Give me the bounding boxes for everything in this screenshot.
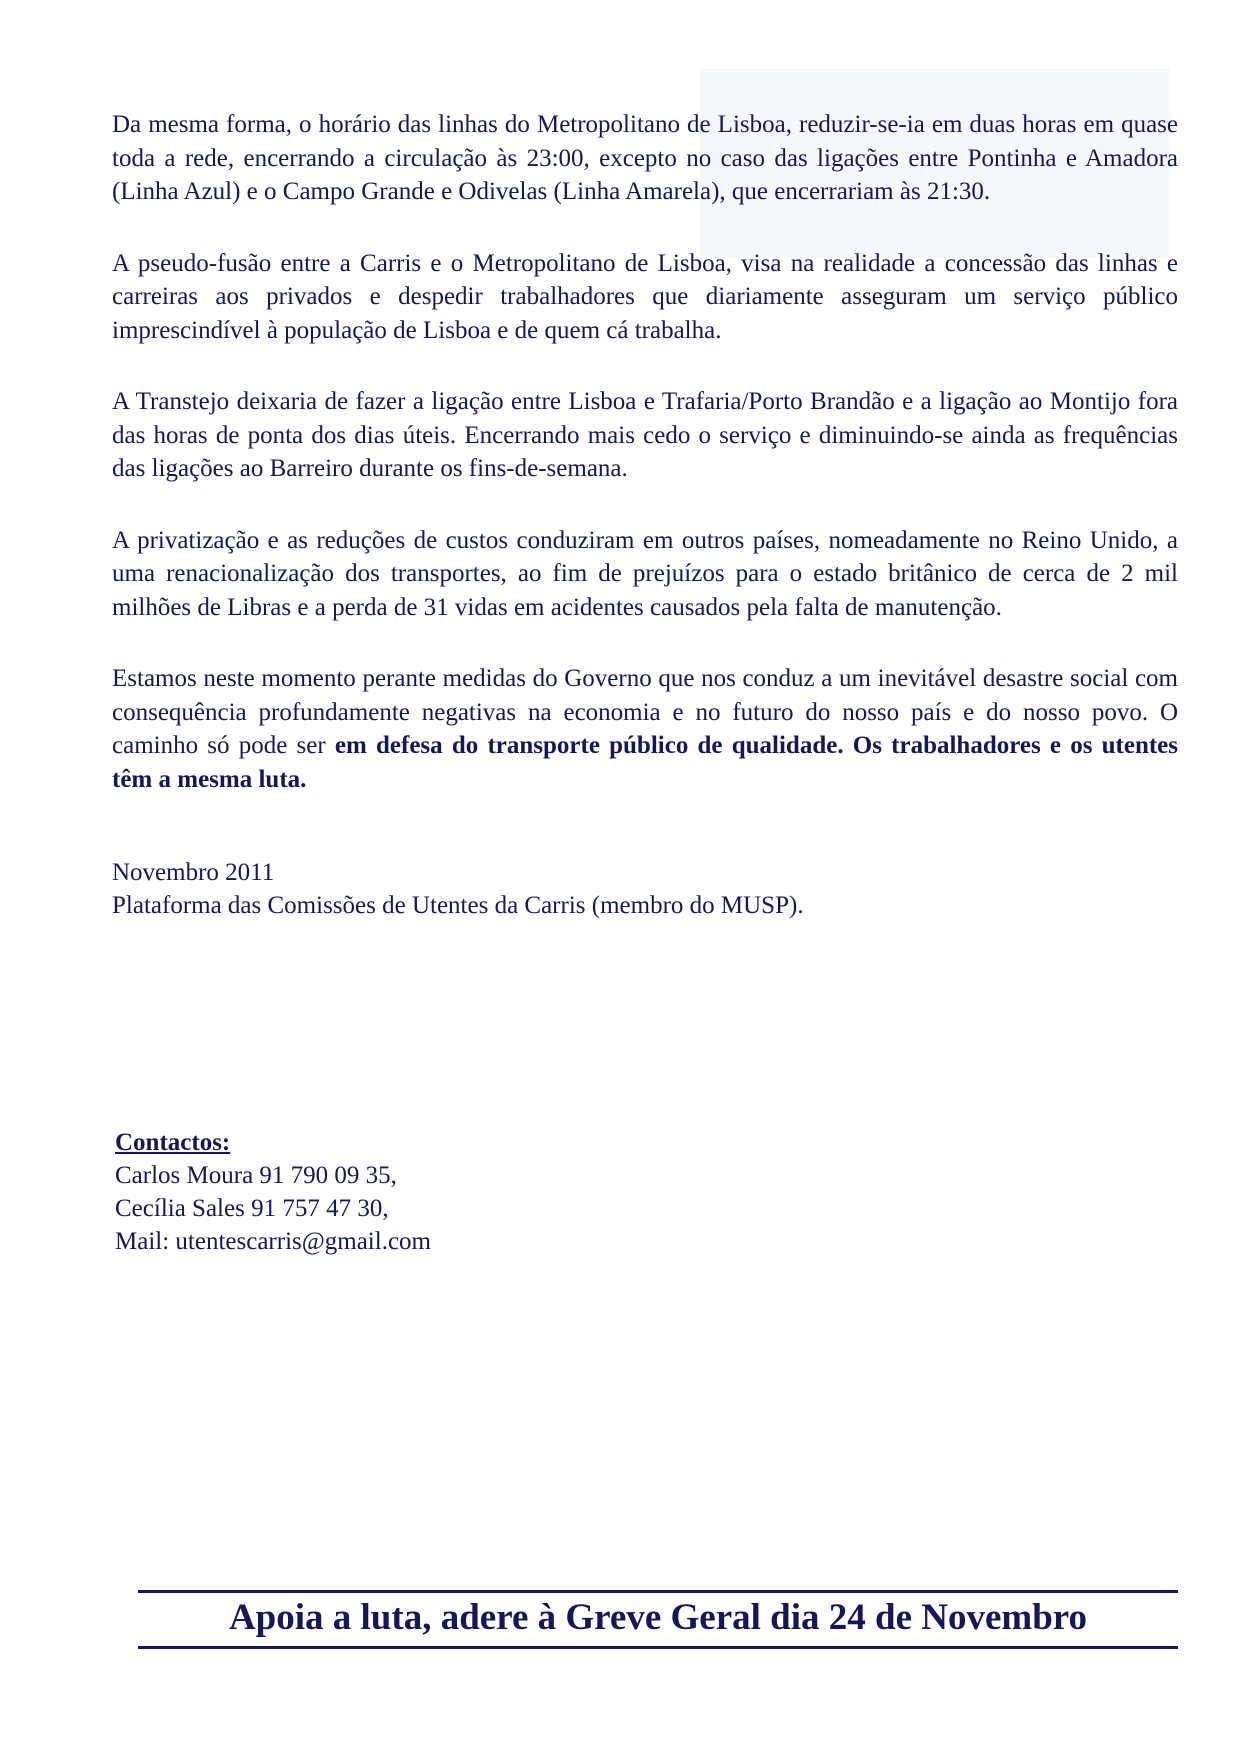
paragraph-transtejo: A Transtejo deixaria de fazer a ligação entre Lisboa e Trafaria/Porto Brandão e a ligação ao Montijo fora das horas de ponta dos dias úteis. Encerrando mais cedo o serviço e diminuindo-se ainda as frequências das ligações ao Barreiro durante os fins-de-semana. — [112, 388, 1178, 482]
signature-block — [112, 856, 1178, 922]
paragraph-pseudo-fusion: A pseudo-fusão entre a Carris e o Metropolitano de Lisboa, visa na realidade a concessão das linhas e carreiras aos privados e despedir trabalhadores que diariamente asseguram um serviço público imprescindível à população de Lisboa e de quem cá trabalha. — [112, 249, 1178, 344]
document-body — [112, 108, 1178, 922]
paragraph-conclusion — [112, 662, 1178, 796]
contact-line: Carlos Moura 91 790 09 35, — [115, 1162, 397, 1189]
contact-line: Cecília Sales 91 757 47 30, — [115, 1195, 389, 1222]
paragraph-metro-schedule: Da mesma forma, o horário das linhas do Metropolitano de Lisboa, reduzir-se-ia em duas horas em quase toda a rede, encerrando a circulação às 23:00, excepto no caso das ligações entre Pontinha e Amadora (Linha Azul) e o Campo Grande e Odivelas (Linha Amarela), que encerrariam às 21:30. — [112, 111, 1178, 205]
banner-top-rule — [138, 1590, 1178, 1593]
contacts-heading: Contactos: — [115, 1129, 231, 1156]
paragraph-privatization: A privatização e as reduções de custos conduziram em outros países, nomeadamente no Reino Unido, a uma renacionalização dos transportes, ao fim de prejuízos para o estado britânico de cerca de 2 mil milhões de Libras e a perda de 31 vidas em acidentes causados pela falta de manutenção. — [112, 526, 1178, 621]
contacts-block — [115, 1126, 431, 1258]
conclusion-text: Estamos neste momento perante medidas do Governo que nos conduz a um inevitável desastre social com consequência profundamente negativas na economia e no futuro do nosso país e do nosso povo. O caminho só pode ser — [112, 665, 1178, 759]
banner-headline: Apoia a luta, adere à Greve Geral dia 24 de Novembro — [228, 1597, 1088, 1638]
contact-email: Mail: utentescarris@gmail.com — [115, 1228, 431, 1255]
conclusion-bold-text: em defesa do transporte público de qualidade. Os trabalhadores e os utentes têm a mesma luta. — [112, 732, 1179, 793]
signature-organization: Plataforma das Comissões de Utentes da Carris (membro do MUSP). — [112, 892, 804, 919]
signature-date: Novembro 2011 — [112, 859, 275, 886]
banner-bottom-rule — [138, 1646, 1178, 1649]
